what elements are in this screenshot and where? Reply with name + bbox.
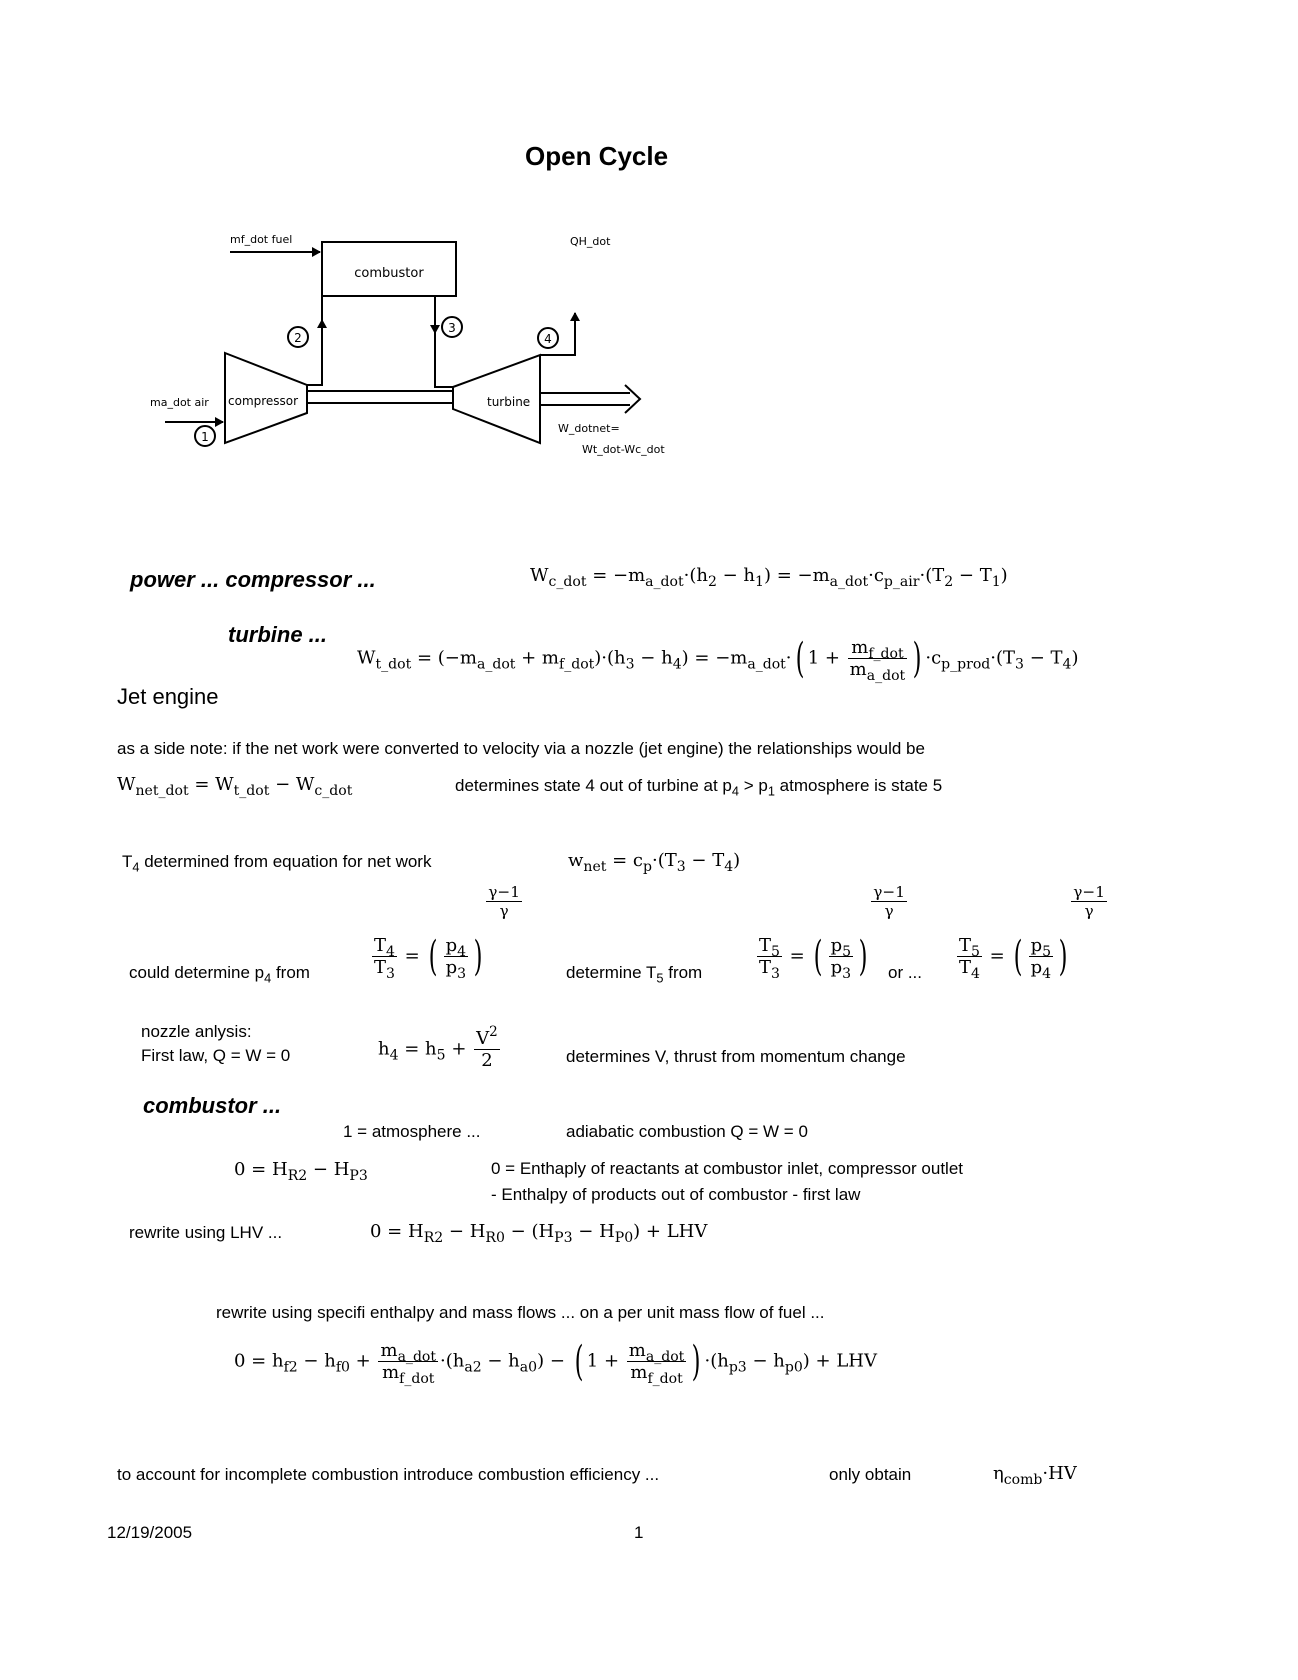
side-note: as a side note: if the net work were converted to velocity via a nozzle (jet engine) the relationships would be bbox=[117, 739, 925, 758]
nozzle-analysis-label: nozzle anlysis: bbox=[141, 1022, 252, 1041]
svg-text:2: 2 bbox=[294, 331, 302, 345]
equation-eta-hv: $\eta_{comb}\cdot HV$ bbox=[993, 1463, 1077, 1488]
page-title: Open Cycle bbox=[525, 141, 669, 171]
t4-note: $T_4$ determined from equation for net work bbox=[122, 852, 432, 875]
line-state-3 bbox=[435, 297, 453, 387]
equation-nozzle-energy: $h_4 = h_5$ + $\frac{V^2}{2}$ bbox=[378, 1023, 498, 1071]
section-combustor: combustor ... bbox=[143, 1093, 282, 1118]
equation-specific-enthalpy: $0 = h_{f2} - h_{f0}$ + $\frac{m_{a\_dot}}{m_{f\_dot}}$ $\cdot(h_{a2} - h_{a0})$ − ( 1 + $\frac{m_{a\_dot}}{m_{f\_dot}}$ ) $\cdot(h_{p3} - h_{p0})$ + LHV bbox=[234, 1336, 877, 1387]
work-out-head bbox=[625, 385, 640, 413]
equation-turbine-power: $W_{t\_dot} = (-m_{a\_dot} + m_{f\_dot})\cdot(h_3 - h_4) = -m_{a\_dot}\cdot$( 1 + $\frac{m_{f\_dot}}{m_{a\_dot}}$ ) $\cdot c_{p\_prod}\cdot(T_3 - T_4)$ bbox=[357, 633, 1079, 684]
air-label: ma_dot air bbox=[150, 396, 209, 409]
footer-page-number: 1 bbox=[634, 1523, 644, 1542]
or-text: or ... bbox=[888, 963, 923, 982]
state-3-marker bbox=[442, 317, 462, 337]
section-power-compressor: power ... compressor ... bbox=[130, 567, 376, 592]
could-determine-p4: could determine $p_4$ from bbox=[129, 963, 310, 986]
heat-label: QH_dot bbox=[570, 235, 611, 248]
equation-combustor-balance: $0 = H_{R2} - H_{P3}$ bbox=[234, 1159, 368, 1184]
equation-compressor-power: $W_{c\_dot} = -m_{a\_dot}\cdot(h_2 - h_1) = -m_{a\_dot}\cdot c_{p\_air}\cdot(T_2 - T_1)$ bbox=[530, 565, 1008, 590]
rewrite-specific-label: rewrite using specifi enthalpy and mass flows ... on a per unit mass flow of fuel ... bbox=[216, 1303, 825, 1322]
work-label-1: W_dotnet= bbox=[558, 422, 620, 435]
fuel-label: mf_dot fuel bbox=[230, 233, 293, 246]
state-1-marker bbox=[195, 426, 215, 446]
open-cycle-diagram bbox=[150, 225, 710, 485]
equation-t5-relation-b: $\frac{T_5}{T_4}$ = ( $\frac{p_5}{p_4}$ ) $\frac{\gamma-1}{\gamma}$ bbox=[959, 883, 1105, 982]
adiabatic-note: adiabatic combustion Q = W = 0 bbox=[566, 1122, 808, 1141]
compressor-label: compressor bbox=[228, 394, 299, 408]
equation-p4-relation: $\frac{T_4}{T_3}$ = ( $\frac{p_4}{p_3}$ ) $\frac{\gamma-1}{\gamma}$ bbox=[374, 883, 520, 982]
equation-specific-net-work: $w_{net} = c_p\cdot(T_3 - T_4)$ bbox=[568, 850, 741, 875]
combustor-label: combustor bbox=[354, 266, 424, 281]
only-obtain-label: only obtain bbox=[829, 1465, 912, 1484]
state-2-marker bbox=[288, 327, 308, 347]
svg-text:1: 1 bbox=[201, 430, 209, 444]
incomplete-combustion-note: to account for incomplete combustion introduce combustion efficiency ... bbox=[117, 1465, 660, 1484]
nozzle-first-law: First law, Q = W = 0 bbox=[141, 1046, 291, 1065]
svg-text:4: 4 bbox=[544, 332, 552, 346]
equation-t5-relation-a: $\frac{T_5}{T_3}$ = ( $\frac{p_5}{p_3}$ ) $\frac{\gamma-1}{\gamma}$ bbox=[759, 883, 905, 982]
enthalpy-note-2: - Enthalpy of products out of combustor - first law bbox=[491, 1185, 861, 1204]
enthalpy-note-1: 0 = Enthaply of reactants at combustor inlet, compressor outlet bbox=[491, 1159, 963, 1178]
section-turbine: turbine ... bbox=[228, 622, 327, 647]
equation-net-work: $W_{net\_dot} = W_{t\_dot} - W_{c\_dot}$ bbox=[117, 774, 353, 799]
atmosphere-note: 1 = atmosphere ... bbox=[343, 1122, 481, 1141]
footer-date: 12/19/2005 bbox=[107, 1523, 193, 1542]
line-state-2 bbox=[307, 297, 322, 385]
determines-v: determines V, thrust from momentum change bbox=[566, 1047, 906, 1066]
state4-note: determines state 4 out of turbine at $p_4 > p_1$ atmosphere is state 5 bbox=[455, 776, 943, 799]
rewrite-lhv-label: rewrite using LHV ... bbox=[129, 1223, 283, 1242]
turbine-label: turbine bbox=[487, 395, 531, 409]
svg-text:3: 3 bbox=[448, 321, 456, 335]
determine-t5: determine $T_5$ from bbox=[566, 963, 703, 986]
work-label-2: Wt_dot-Wc_dot bbox=[582, 443, 665, 456]
section-jet-engine: Jet engine bbox=[117, 684, 219, 709]
equation-lhv: $0 = H_{R2} - H_{R0} - (H_{P3} - H_{P0})$ + LHV bbox=[370, 1221, 708, 1246]
state-4-marker bbox=[538, 328, 558, 348]
